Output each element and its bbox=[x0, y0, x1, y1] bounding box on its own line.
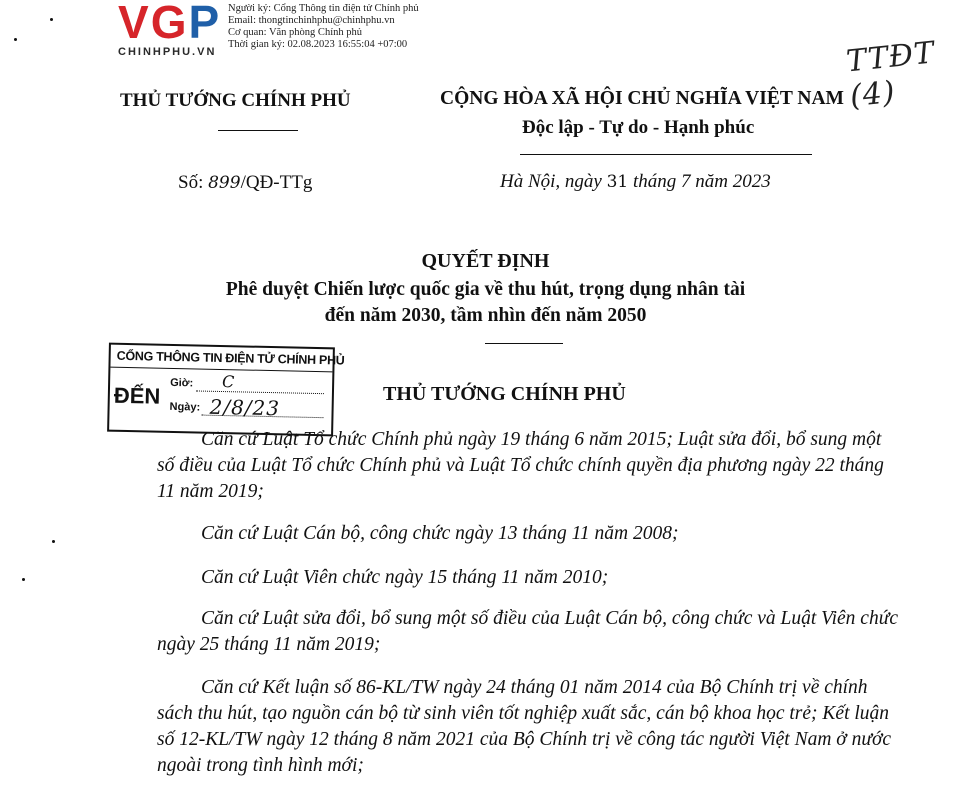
vgp-logo bbox=[118, 0, 221, 48]
legal-basis-paragraph bbox=[157, 427, 902, 505]
date-prefix: Hà Nội, ngày bbox=[500, 171, 602, 192]
logo-letter-p: P bbox=[188, 0, 222, 48]
logo-letter-g: G bbox=[150, 0, 189, 48]
stamp-header: CỔNG THÔNG TIN ĐIỆN TỬ CHÍNH PHỦ bbox=[116, 348, 345, 368]
legal-basis-paragraph bbox=[157, 521, 902, 547]
logo-subtitle: CHINHPHU.VN bbox=[118, 46, 217, 58]
signature-signer: Người ký: Cổng Thông tin điện tử Chính phủ bbox=[228, 3, 419, 14]
stamp-den-label: ĐẾN bbox=[113, 382, 161, 409]
digital-signature-info bbox=[228, 3, 419, 51]
logo-letter-v: V bbox=[118, 0, 151, 48]
decision-heading: QUYẾT ĐỊNH bbox=[421, 250, 550, 272]
issuing-authority: THỦ TƯỚNG CHÍNH PHỦ bbox=[383, 383, 626, 405]
scan-speck bbox=[50, 18, 53, 21]
legal-basis-paragraph bbox=[157, 675, 902, 779]
document-number bbox=[178, 172, 312, 194]
legal-basis-paragraph bbox=[157, 606, 902, 658]
legal-basis-text: Căn cứ Luật Viên chức ngày 15 tháng 11 năm 2010; bbox=[201, 567, 609, 588]
legal-basis-text: Căn cứ Luật Tổ chức Chính phủ ngày 19 tháng 6 năm 2015; Luật sửa đổi, bổ sung một số điều của Luật Tổ chức Chính phủ và Luật Tổ chức chính quyền địa phương ngày 22 tháng 11 năm 2019; bbox=[157, 429, 884, 502]
date-day: 31 bbox=[606, 172, 629, 192]
national-title: CỘNG HÒA XÃ HỘI CHỦ NGHĨA VIỆT NAM bbox=[440, 88, 844, 109]
legal-basis-text: Căn cứ Luật sửa đổi, bổ sung một số điều của Luật Cán bộ, công chức và Luật Viên chức ngày 25 tháng 11 năm 2019; bbox=[157, 608, 899, 655]
received-stamp bbox=[107, 343, 345, 437]
motto-underline bbox=[520, 154, 812, 155]
stamp-gio-value: C bbox=[221, 372, 235, 392]
number-prefix: Số: bbox=[178, 172, 204, 193]
legal-basis-paragraph bbox=[157, 565, 902, 591]
decision-subject-line1: Phê duyệt Chiến lược quốc gia về thu hút, trọng dụng nhân tài bbox=[225, 279, 746, 300]
date-suffix: tháng 7 năm 2023 bbox=[633, 171, 771, 192]
national-motto: Độc lập - Tự do - Hạnh phúc bbox=[522, 117, 755, 138]
scan-speck bbox=[52, 540, 55, 543]
legal-basis-text: Căn cứ Luật Cán bộ, công chức ngày 13 tháng 11 năm 2008; bbox=[201, 523, 679, 544]
title-underline bbox=[485, 343, 563, 344]
legal-basis-text: Căn cứ Kết luận số 86-KL/TW ngày 24 tháng 01 năm 2014 của Bộ Chính trị về chính sách thu hút, tạo nguồn cán bộ từ sinh viên tốt nghiệp xuất sắc, cán bộ khoa học trẻ; Kết luận số 12-KL/TW ngày 12 tháng 8 năm 2021 của Bộ Chính trị về công tác người Việt Nam ở nước ngoài trong tình hình mới; bbox=[157, 677, 892, 776]
decision-subject-line2: đến năm 2030, tầm nhìn đến năm 2050 bbox=[324, 305, 647, 326]
handwritten-mark: TTĐT (4) bbox=[844, 35, 937, 115]
signature-agency: Cơ quan: Văn phòng Chính phủ bbox=[228, 27, 362, 38]
signature-time: Thời gian ký: 02.08.2023 16:55:04 +07:00 bbox=[228, 39, 408, 50]
signature-email: Email: thongtinchinhphu@chinhphu.vn bbox=[228, 15, 395, 26]
issuing-organization: THỦ TƯỚNG CHÍNH PHỦ bbox=[120, 90, 351, 111]
stamp-gio-label: Giờ: bbox=[170, 376, 194, 390]
org-underline bbox=[218, 130, 298, 131]
number-value: 899 bbox=[208, 173, 241, 193]
stamp-ngay-value: 2/8/23 bbox=[209, 394, 281, 421]
stamp-ngay-label: Ngày: bbox=[169, 400, 201, 414]
number-suffix: /QĐ-TTg bbox=[240, 172, 313, 193]
scan-speck bbox=[14, 38, 17, 41]
stamp-gio-dotline bbox=[196, 390, 324, 394]
scan-speck bbox=[22, 578, 25, 581]
document-date bbox=[500, 171, 771, 193]
